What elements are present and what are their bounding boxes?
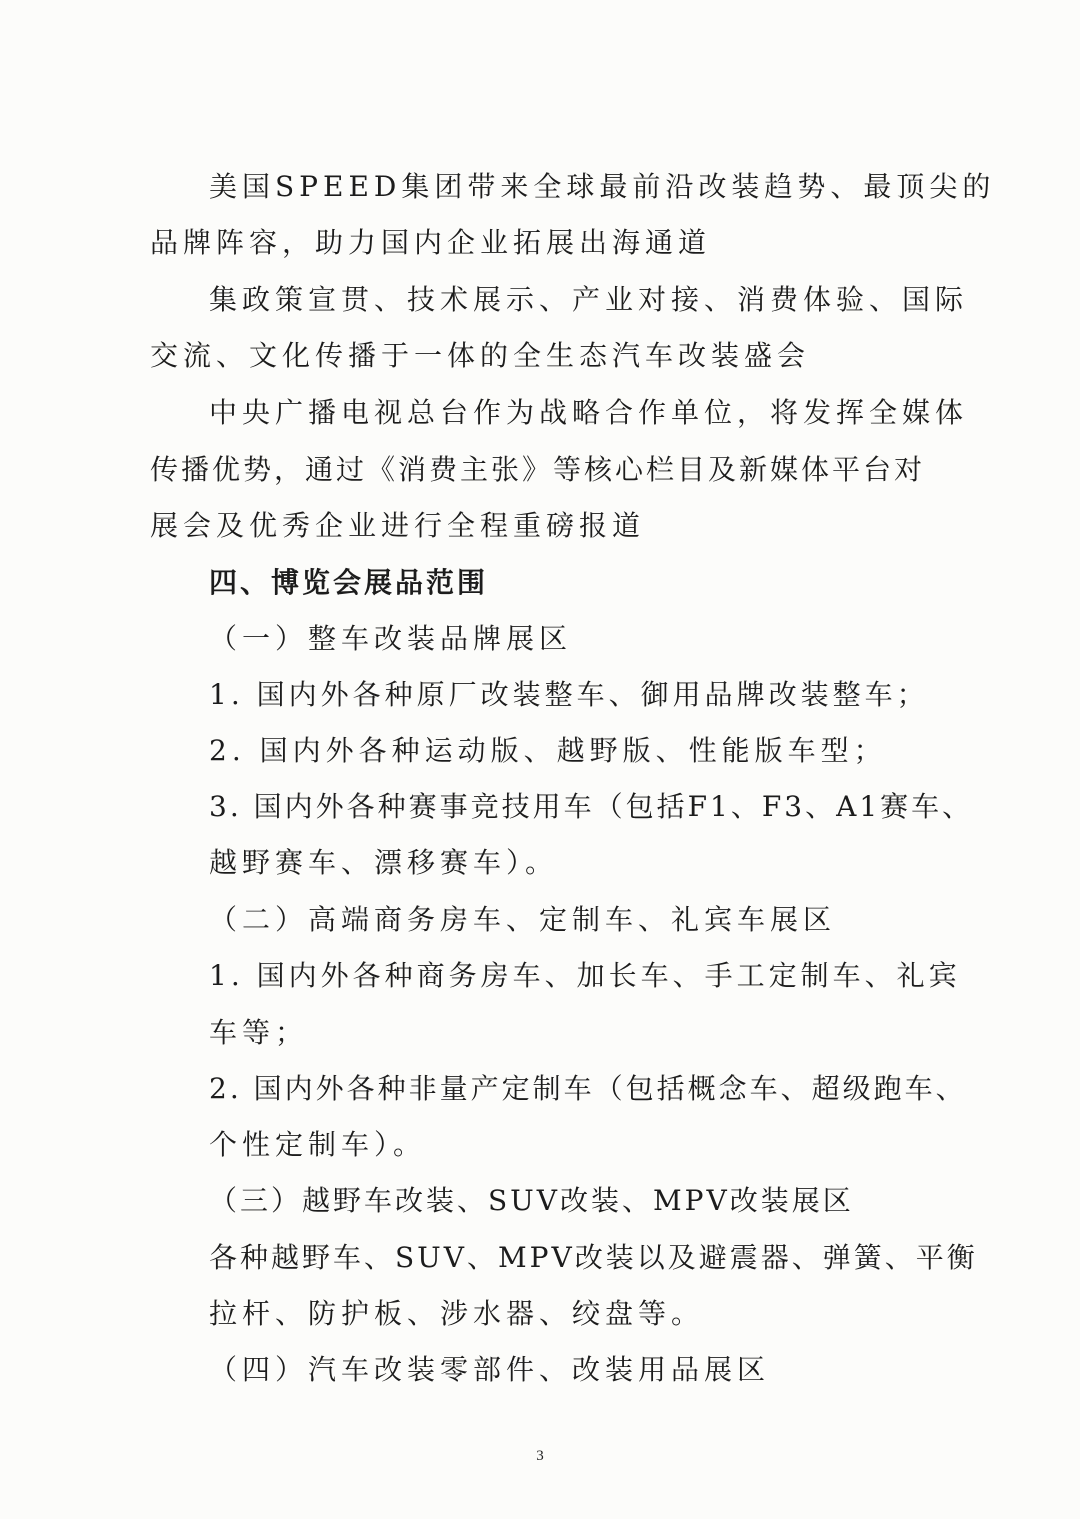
list-item: 3. 国内外各种赛事竞技用车（包括F1、F3、A1赛车、 — [209, 790, 974, 823]
section-heading: 四、博览会展品范围 — [209, 566, 489, 599]
list-item-continuation: 越野赛车、漂移赛车）。 — [209, 846, 559, 879]
text-line: 交流、文化传播于一体的全生态汽车改装盛会 — [150, 339, 811, 372]
text-line: 品牌阵容，助力国内企业拓展出海通道 — [150, 226, 712, 259]
text-line: 中央广播电视总台作为战略合作单位，将发挥全媒体 — [209, 396, 969, 429]
subsection-heading: （四）汽车改装零部件、改装用品展区 — [209, 1353, 771, 1386]
list-item-continuation: 车等； — [209, 1016, 309, 1049]
list-item: 2. 国内外各种运动版、越野版、性能版车型； — [209, 734, 887, 767]
page-number: 3 — [536, 1448, 544, 1464]
list-item: 1. 国内外各种原厂改装整车、御用品牌改装整车； — [209, 678, 929, 711]
text-line: 美国SPEED集团带来全球最前沿改装趋势、最顶尖的 — [209, 170, 996, 203]
paragraph-line: 拉杆、防护板、涉水器、绞盘等。 — [209, 1297, 705, 1330]
paragraph-line: 各种越野车、SUV、MPV改装以及避震器、弹簧、平衡 — [209, 1241, 978, 1274]
text-line: 集政策宣贯、技术展示、产业对接、消费体验、国际 — [209, 283, 969, 316]
subsection-heading: （一）整车改装品牌展区 — [209, 622, 573, 655]
subsection-heading: （三）越野车改装、SUV改装、MPV改装展区 — [209, 1184, 854, 1217]
subsection-heading: （二）高端商务房车、定制车、礼宾车展区 — [209, 903, 837, 936]
list-item: 1. 国内外各种商务房车、加长车、手工定制车、礼宾 — [209, 959, 961, 992]
list-item-continuation: 个性定制车）。 — [209, 1128, 427, 1161]
list-item: 2. 国内外各种非量产定制车（包括概念车、超级跑车、 — [209, 1072, 967, 1105]
text-line: 展会及优秀企业进行全程重磅报道 — [150, 509, 646, 542]
text-line: 传播优势，通过《消费主张》等核心栏目及新媒体平台对 — [150, 453, 926, 486]
